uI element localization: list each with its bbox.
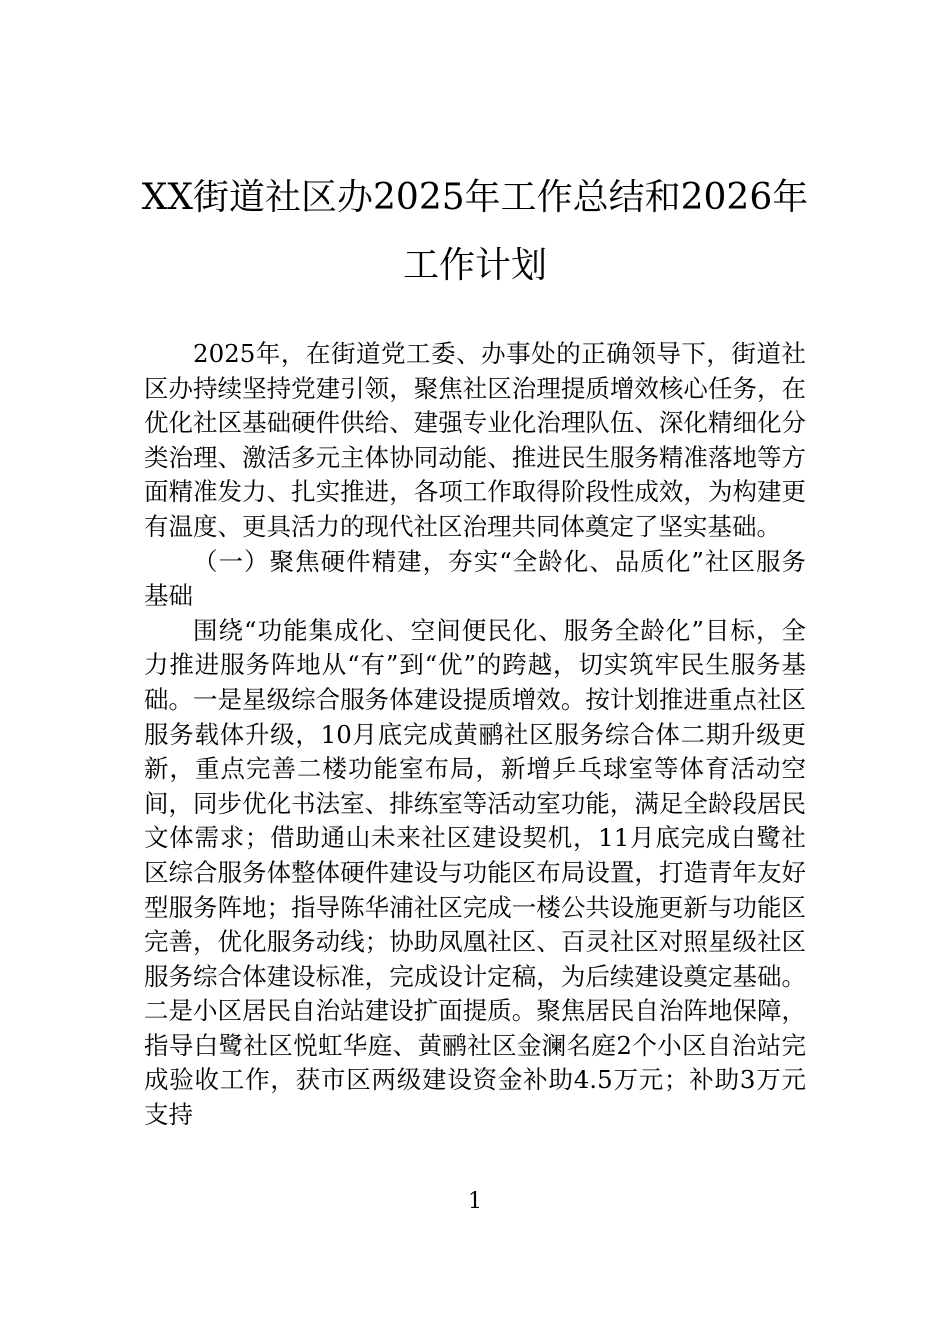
document-body (144, 337, 806, 1133)
page-number: 1 (468, 1189, 482, 1214)
section-heading-1: （一）聚焦硬件精建，夯实“全龄化、品质化”社区服务基础 (144, 546, 806, 611)
paragraph-intro: 2025年，在街道党工委、办事处的正确领导下，街道社区办持续坚持党建引领，聚焦社区治理提质增效核心任务，在优化社区基础硬件供给、建强专业化治理队伍、深化精细化分类治理、激活多元主体协同动能、推进民生服务精准落地等方面精准发力、扎实推进，各项工作取得阶段性成效，为构建更有温度、更具活力的现代社区治理共同体奠定了坚实基础。 (144, 339, 806, 541)
document-title-line-2: 工作计划 (402, 245, 547, 286)
paragraph-section-1: 围绕“功能集成化、空间便民化、服务全龄化”目标，全力推进服务阵地从“有”到“优”的跨越，切实筑牢民生服务基础。一是星级综合服务体建设提质增效。按计划推进重点社区服务载体升级，10月底完成黄鹂社区服务综合体二期升级更新，重点完善二楼功能室布局，新增乒乓球室等体育活动空间，同步优化书法室、排练室等活动室功能，满足全龄段居民文体需求；借助通山未来社区建设契机，11月底完成白鹭社区综合服务体整体硬件建设与功能区布局设置，打造青年友好型服务阵地；指导陈华浦社区完成一楼公共设施更新与功能区完善，优化服务动线；协助凤凰社区、百灵社区对照星级社区服务综合体建设标准，完成设计定稿，为后续建设奠定基础。二是小区居民自治站建设扩面提质。聚焦居民自治阵地保障，指导白鹭社区悦虹华庭、黄鹂社区金澜名庭2个小区自治站完成验收工作，获市区两级建设资金补助4.5万元；补助3万元支持 (144, 615, 806, 1130)
document-title-line-1: XX街道社区办2025年工作总结和2026年 (141, 177, 809, 218)
